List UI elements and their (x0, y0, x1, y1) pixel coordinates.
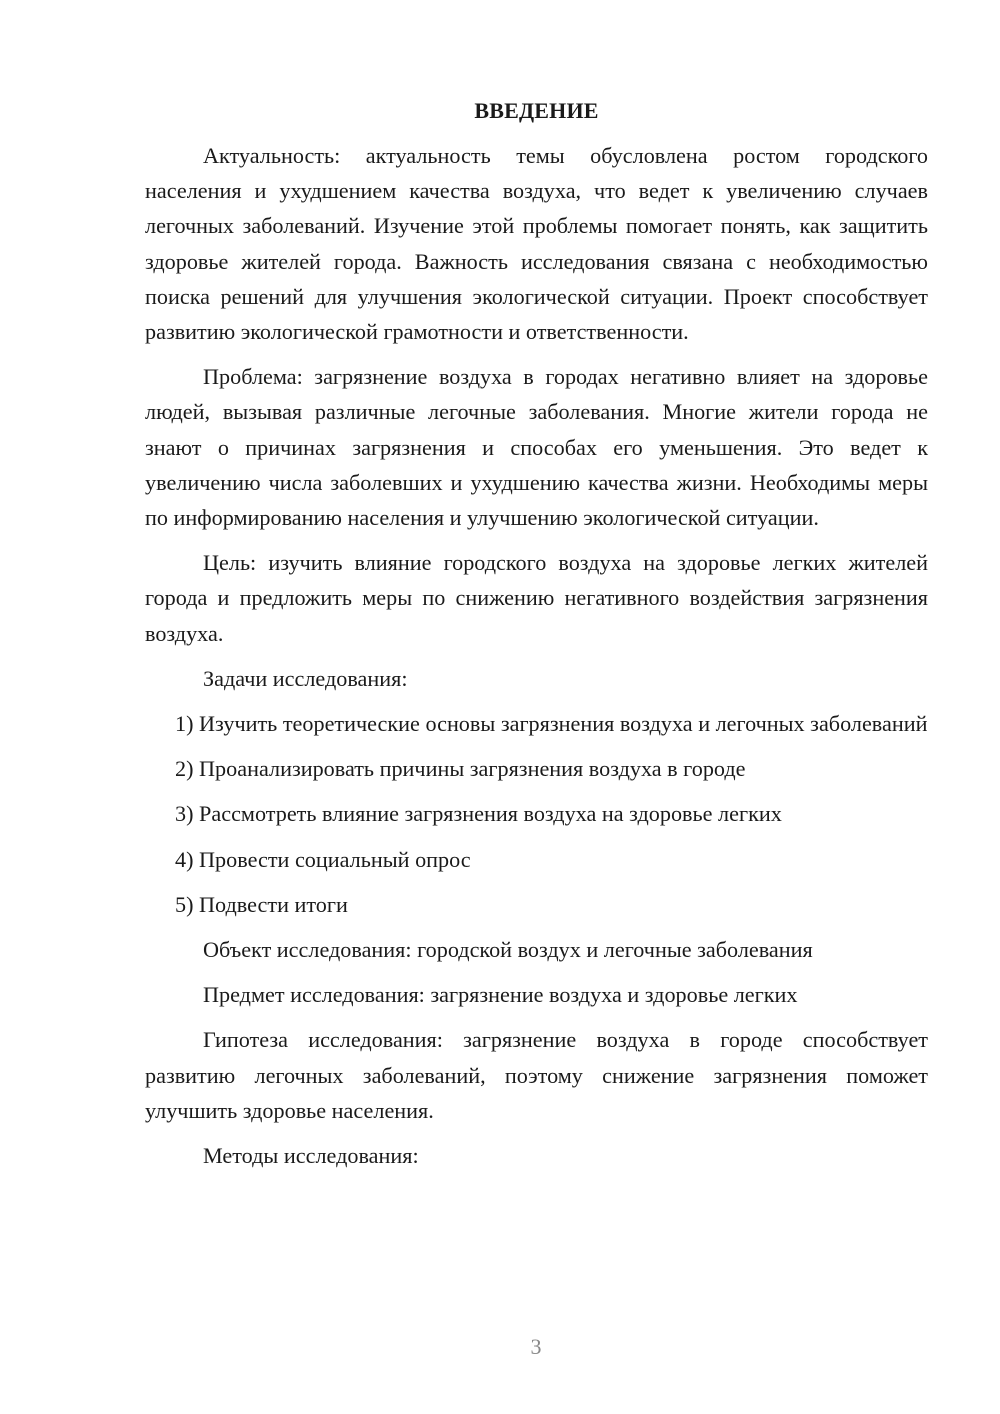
hypothesis-paragraph: Гипотеза исследования: загрязнение воздуха в городе способствует развитию легочных заболеваний, поэтому снижение загрязнения поможет улучшить здоровье населения. (145, 1027, 928, 1123)
research-object: Объект исследования: городской воздух и легочные заболевания (203, 937, 813, 963)
problem-paragraph: Проблема: загрязнение воздуха в городах негативно влияет на здоровье людей, вызывая различные легочные заболевания. Многие жители города не знают о причинах загрязнения и способах его уменьшения. Это ведет к увеличению числа заболевших и ухудшению качества жизни. Необходимы меры по информированию населения и улучшению экологической ситуации. (145, 364, 928, 531)
document-page (145, 96, 928, 1183)
relevance-paragraph: Актуальность: актуальность темы обусловлена ростом городского населения и ухудшением качества воздуха, что ведет к увеличению случаев легочных заболеваний. Изучение этой проблемы помогает понять, как защитить здоровье жителей города. Важность исследования связана с необходимостью поиска решений для улучшения экологической ситуации. Проект способствует развитию экологической грамотности и ответственности. (145, 143, 928, 345)
task-item: 5) Подвести итоги (175, 891, 348, 917)
task-item: 4) Провести социальный опрос (175, 846, 471, 872)
task-item: 3) Рассмотреть влияние загрязнения воздуха на здоровье легких (175, 801, 782, 827)
task-item: 2) Проанализировать причины загрязнения воздуха в городе (175, 756, 746, 782)
goal-paragraph: Цель: изучить влияние городского воздуха на здоровье легких жителей города и предложить меры по снижению негативного воздействия загрязнения воздуха. (145, 550, 928, 646)
research-subject: Предмет исследования: загрязнение воздуха и здоровье легких (203, 982, 798, 1008)
document-title: ВВЕДЕНИЕ (474, 98, 599, 123)
methods-heading: Методы исследования: (203, 1143, 419, 1169)
task-item: 1) Изучить теоретические основы загрязнения воздуха и легочных заболеваний (175, 711, 928, 737)
tasks-heading: Задачи исследования: (203, 665, 408, 691)
page-number: 3 (530, 1334, 542, 1359)
